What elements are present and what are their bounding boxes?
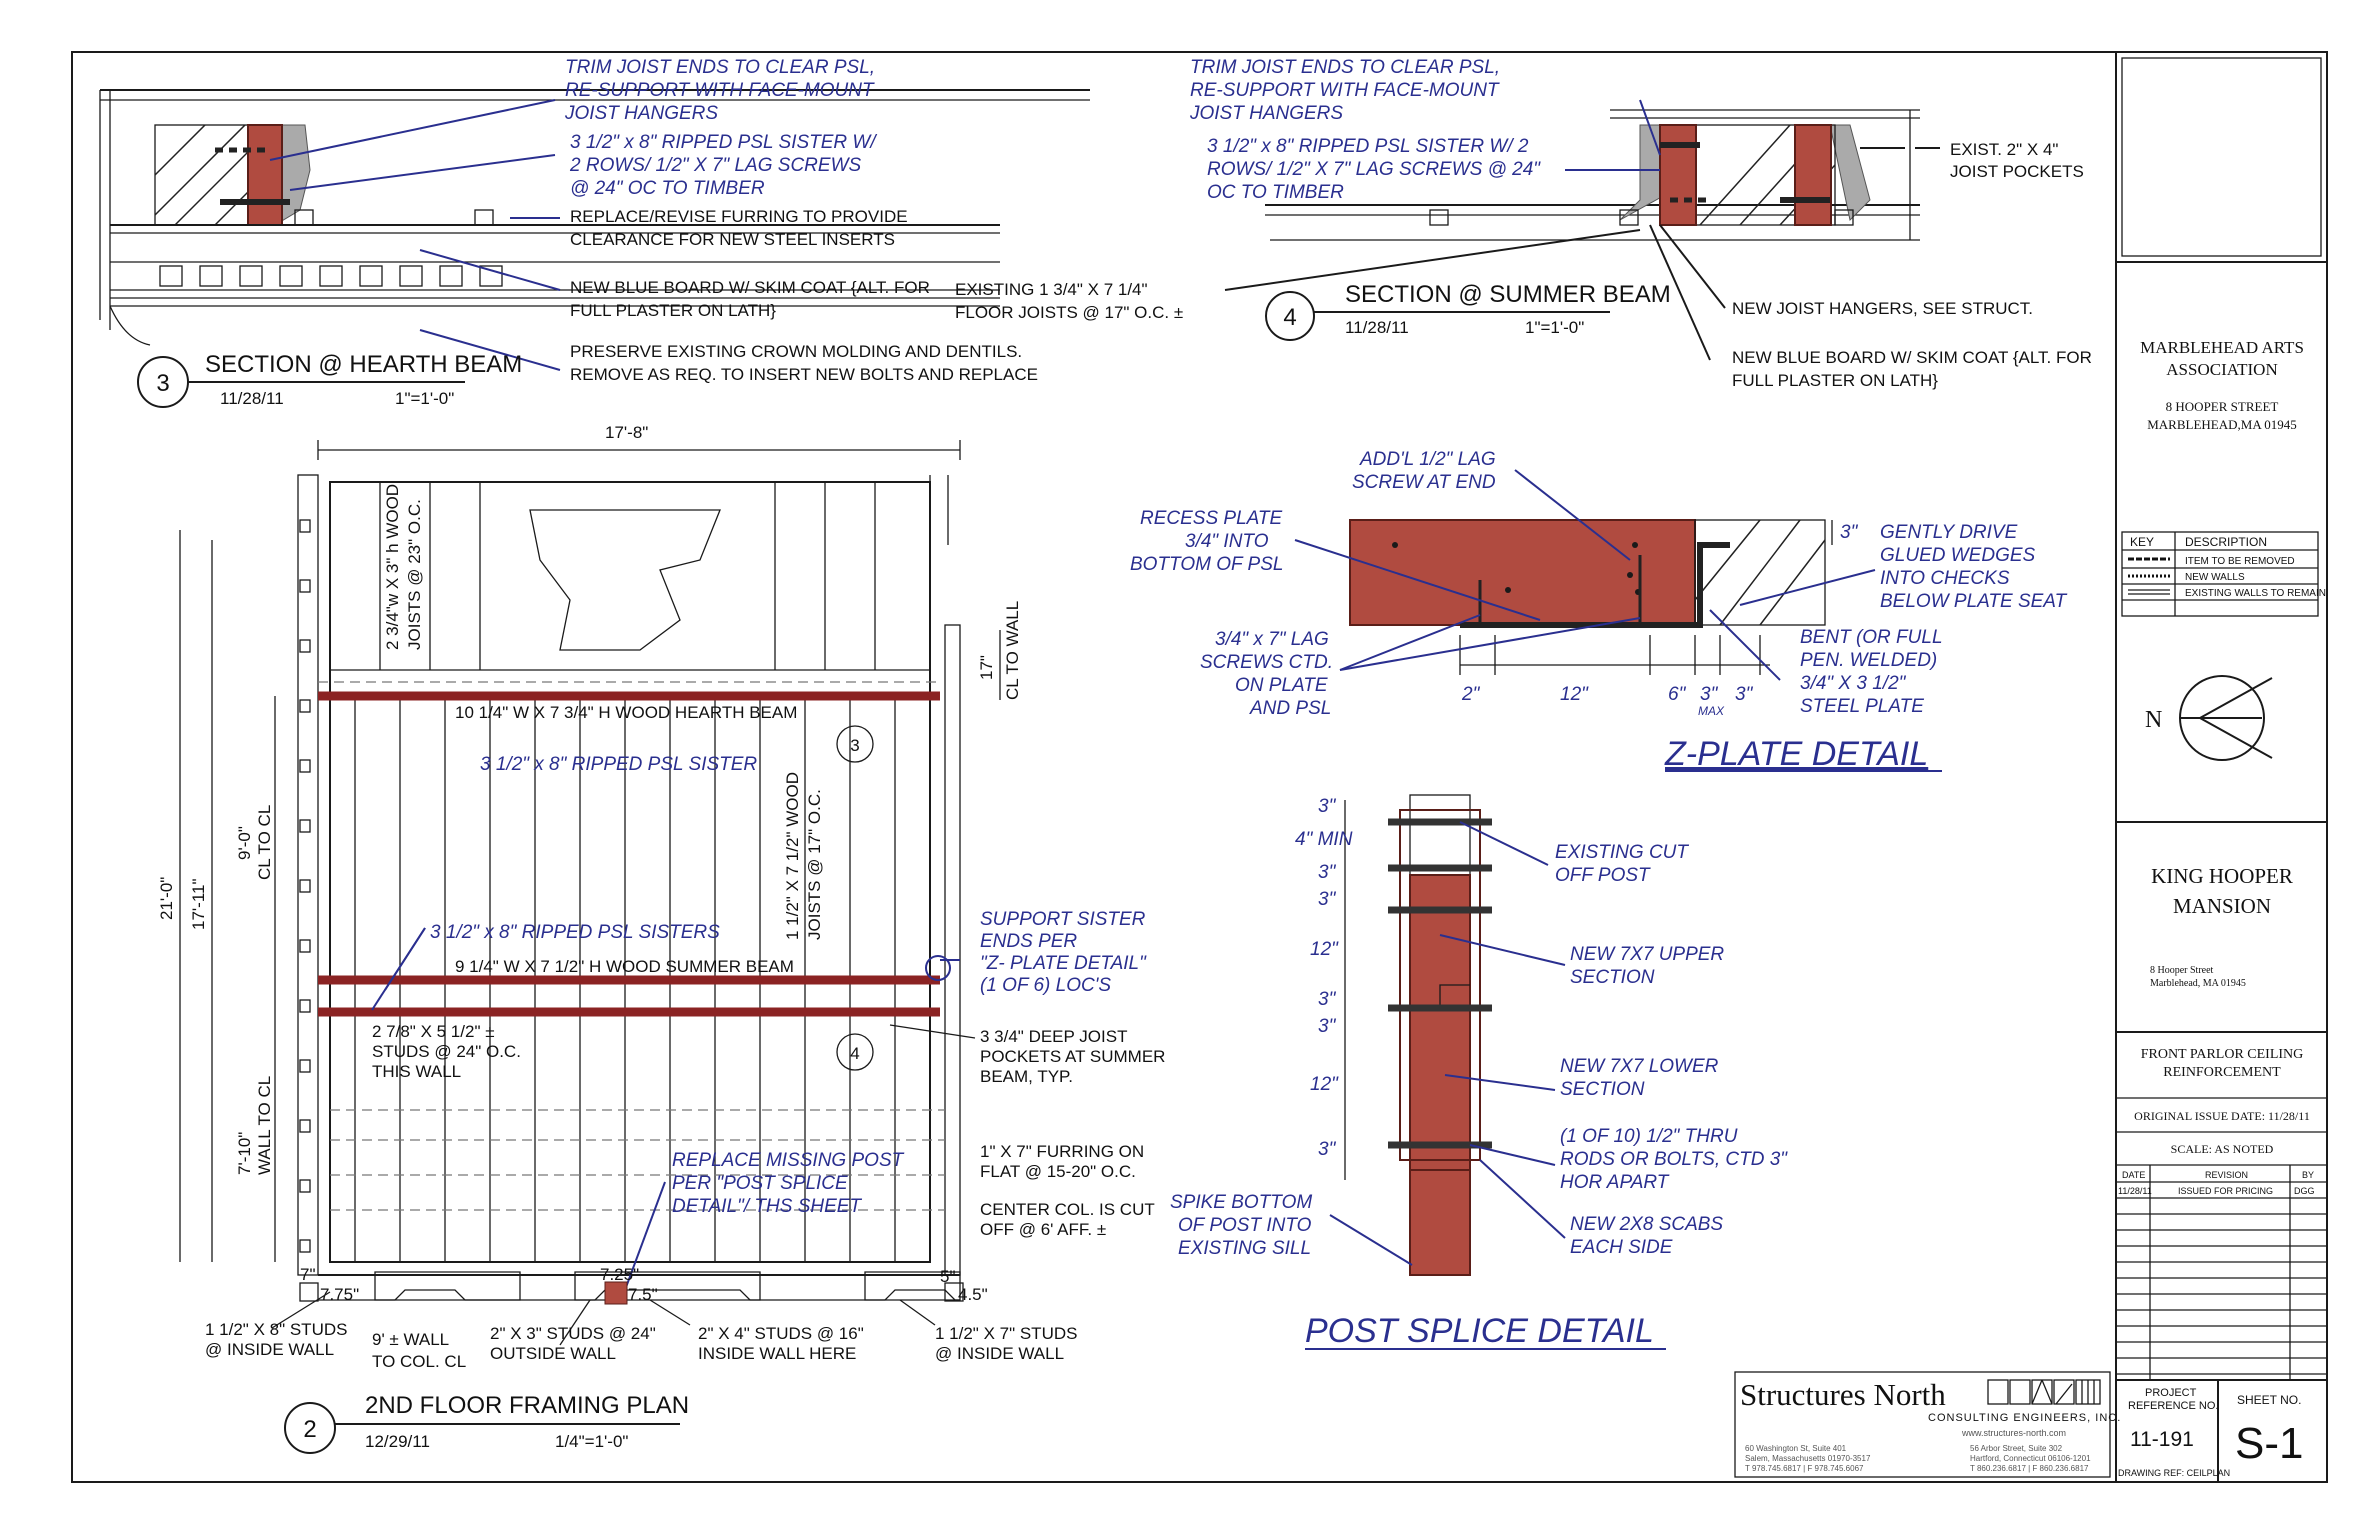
drawing-ref: DRAWING REF: CEILPLAN — [2118, 1468, 2231, 1478]
rev-by-head: BY — [2302, 1170, 2315, 1180]
s4-sister-3: OC TO TIMBER — [1207, 182, 1344, 203]
zp-lag-4: AND PSL — [1250, 698, 1332, 719]
plan-studs-right-2: @ INSIDE WALL — [935, 1344, 1065, 1363]
s3-sister-3: @ 24" OC TO TIMBER — [570, 178, 765, 199]
plan-studs-inside-2: @ INSIDE WALL — [205, 1340, 335, 1359]
firm-addr1-3: T 978.745.6817 | F 978.745.6067 — [1745, 1464, 1864, 1473]
plan-dim-75: 7.5" — [628, 1285, 658, 1304]
ps-scabs-2: EACH SIDE — [1570, 1237, 1673, 1258]
s3-sister-1: 3 1/2" x 8" RIPPED PSL SISTER W/ — [570, 132, 876, 153]
ps-spike-2: OF POST INTO — [1178, 1215, 1312, 1236]
plan-support-2: ENDS PER — [980, 931, 1078, 952]
s4-date: 11/28/11 — [1345, 318, 1409, 337]
psl-sister-section4-left — [1660, 125, 1696, 225]
client-name-2: ASSOCIATION — [2166, 360, 2278, 379]
ps-dim-5: 3" — [1318, 989, 1336, 1010]
plan-studs-inside-1: 1 1/2" X 8" STUDS — [205, 1320, 348, 1339]
s3-board-1: NEW BLUE BOARD W/ SKIM COAT {ALT. FOR — [570, 278, 930, 297]
zp-title: Z-PLATE DETAIL — [1665, 735, 1929, 773]
firm-addr1-2: Salem, Massachusetts 01970-3517 — [1745, 1454, 1871, 1463]
rev-date-head: DATE — [2122, 1170, 2146, 1180]
plan-joists-top-1: 2 3/4"w X 3" h WOOD — [383, 483, 402, 650]
plan-joists-mid-2: JOISTS @ 17" O.C. — [805, 789, 824, 940]
s4-note-1: TRIM JOIST ENDS TO CLEAR PSL, — [1190, 57, 1501, 78]
zp-recess-3: BOTTOM OF PSL — [1130, 554, 1284, 575]
ps-upper-2: SECTION — [1570, 967, 1655, 988]
s3-sister-2: 2 ROWS/ 1/2" X 7" LAG SCREWS — [570, 155, 862, 176]
zp-bent-4: STEEL PLATE — [1800, 696, 1924, 717]
ps-dim-0: 3" — [1318, 796, 1336, 817]
firm-addr2-3: T 860.236.6817 | F 860.236.6817 — [1970, 1464, 2089, 1473]
s4-pockets-2: JOIST POCKETS — [1950, 162, 2084, 181]
legend-existing: EXISTING WALLS TO REMAIN — [2185, 588, 2326, 599]
ps-dim-8: 3" — [1318, 1139, 1336, 1160]
ps-dim-1: 4" MIN — [1295, 829, 1353, 850]
s3-scale: 1"=1'-0" — [395, 389, 455, 408]
plan-support-4: (1 OF 6) LOC'S — [980, 975, 1112, 996]
sheet-title-2: REINFORCEMENT — [2163, 1065, 2281, 1080]
plan-callout-4: 4 — [850, 1044, 860, 1063]
zp-lag-2: SCREWS CTD. — [1200, 652, 1333, 673]
s4-sister-2: ROWS/ 1/2" X 7" LAG SCREWS @ 24" — [1207, 159, 1541, 180]
project-addr-1: 8 Hooper Street — [2150, 965, 2214, 976]
s4-scale: 1"=1'-0" — [1525, 318, 1585, 337]
ps-lower-2: SECTION — [1560, 1079, 1645, 1100]
plan-dim-775: 7.75" — [320, 1285, 360, 1304]
revision-table — [2116, 1165, 2327, 1380]
ps-title: POST SPLICE DETAIL — [1305, 1312, 1654, 1350]
ps-lower-1: NEW 7X7 LOWER — [1560, 1056, 1719, 1077]
zp-dim-3b: 3" — [1735, 684, 1753, 705]
plan-hearth-beam: 10 1/4" W X 7 3/4" H WOOD HEARTH BEAM — [455, 703, 798, 722]
proj-ref-label-2: REFERENCE NO. — [2128, 1400, 2219, 1412]
plan-joists-top-2: JOISTS @ 23" O.C. — [405, 499, 424, 650]
sheet-number: S-1 — [2235, 1419, 2304, 1468]
post-lower-section — [1410, 875, 1470, 1170]
legend-desc-head: DESCRIPTION — [2185, 535, 2268, 549]
plan-summer-beam: 9 1/4" W X 7 1/2" H WOOD SUMMER BEAM — [455, 957, 794, 976]
ps-dim-2: 3" — [1318, 862, 1336, 883]
client-addr-1: 8 HOOPER STREET — [2165, 399, 2279, 414]
plan-dim-17: 17" — [977, 655, 996, 680]
rev-revision-head: REVISION — [2205, 1170, 2249, 1180]
zp-dim-12: 12" — [1560, 684, 1588, 705]
zp-screw-2: SCREW AT END — [1352, 472, 1496, 493]
zp-max: MAX — [1698, 704, 1725, 718]
s4-pockets-1: EXIST. 2" X 4" — [1950, 140, 2059, 159]
ps-dim-6: 3" — [1318, 1016, 1336, 1037]
zp-dim-3a: 3" — [1700, 684, 1718, 705]
proj-ref-label-1: PROJECT — [2145, 1387, 2197, 1399]
z-plate-psl — [1350, 520, 1695, 625]
firm-name: Structures North — [1740, 1377, 1946, 1412]
s4-hangers: NEW JOIST HANGERS, SEE STRUCT. — [1732, 299, 2034, 318]
plan-studs-wall-3: THIS WALL — [372, 1062, 462, 1081]
plan-support-3: "Z- PLATE DETAIL" — [980, 953, 1146, 974]
zp-recess-2: 3/4" INTO — [1185, 531, 1269, 552]
s4-board-1: NEW BLUE BOARD W/ SKIM COAT {ALT. FOR — [1732, 348, 2092, 367]
ps-dim-4: 12" — [1310, 939, 1338, 960]
s3-furring-1: REPLACE/REVISE FURRING TO PROVIDE — [570, 207, 908, 226]
ps-upper-1: NEW 7X7 UPPER — [1570, 944, 1725, 965]
plan-furring-2: FLAT @ 15-20" O.C. — [980, 1162, 1136, 1181]
plan-dim-7-10: 7'-10" — [235, 1131, 254, 1175]
zp-lag-3: ON PLATE — [1235, 675, 1328, 696]
section-summer-beam — [955, 57, 2092, 390]
zp-wedges-1: GENTLY DRIVE — [1880, 522, 2018, 543]
s3-date: 11/28/11 — [220, 389, 284, 408]
plan-title: 2ND FLOOR FRAMING PLAN — [365, 1392, 690, 1419]
plan-pockets-1: 3 3/4" DEEP JOIST — [980, 1027, 1128, 1046]
ps-dim-3: 3" — [1318, 889, 1336, 910]
plan-width-dim: 17'-8" — [605, 423, 649, 442]
plan-overall-dim: 21'-0" — [157, 876, 176, 920]
firm-web: www.structures-north.com — [1962, 1428, 2067, 1438]
ps-cut-1: EXISTING CUT — [1555, 842, 1689, 863]
plan-studs-outside-1: 2" X 3" STUDS @ 24" — [490, 1324, 656, 1343]
zp-bent-1: BENT (OR FULL — [1800, 627, 1943, 648]
north-label: N — [2145, 707, 2163, 733]
s4-existing-2: FLOOR JOISTS @ 17" O.C. ± — [955, 303, 1184, 322]
plan-studs-wall-1: 2 7/8" X 5 1/2" ± — [372, 1022, 495, 1041]
title-block — [2116, 58, 2327, 1482]
psl-sister-section4-right — [1795, 125, 1831, 225]
client-addr-2: MARBLEHEAD,MA 01945 — [2147, 417, 2297, 432]
plan-replace-2: PER "POST SPLICE — [672, 1173, 848, 1194]
legend-removed: ITEM TO BE REMOVED — [2185, 556, 2295, 567]
s3-note-1: TRIM JOIST ENDS TO CLEAR PSL, — [565, 57, 876, 78]
plan-scale: 1/4"=1'-0" — [555, 1432, 629, 1451]
firm-logo-mark — [1988, 1380, 2100, 1404]
zp-lag-1: 3/4" x 7" LAG — [1215, 629, 1329, 650]
client-name-1: MARBLEHEAD ARTS — [2140, 338, 2304, 357]
project-addr-2: Marblehead, MA 01945 — [2150, 978, 2246, 989]
framing-plan — [157, 423, 1165, 1453]
zp-recess-1: RECESS PLATE — [1140, 508, 1283, 529]
s4-note-2: RE-SUPPORT WITH FACE-MOUNT — [1190, 80, 1499, 101]
plan-studs-wall-2: STUDS @ 24" O.C. — [372, 1042, 521, 1061]
project-name-1: KING HOOPER — [2151, 864, 2293, 888]
title-block-frame — [2116, 52, 2327, 1482]
legend-new-walls: NEW WALLS — [2185, 572, 2245, 583]
plan-studs-outside-2: OUTSIDE WALL — [490, 1344, 616, 1363]
rev-row-by: DGG — [2294, 1186, 2315, 1196]
plan-dim-45: 4.5" — [958, 1285, 988, 1304]
plan-pockets-2: POCKETS AT SUMMER — [980, 1047, 1166, 1066]
issue-date: ORIGINAL ISSUE DATE: 11/28/11 — [2134, 1109, 2310, 1123]
firm-addr1-1: 60 Washington St, Suite 401 — [1745, 1444, 1847, 1453]
sheet-no-label: SHEET NO. — [2237, 1393, 2302, 1407]
north-arrow-icon — [2180, 676, 2272, 760]
proj-ref-number: 11-191 — [2130, 1428, 2194, 1451]
ps-scabs-1: NEW 2X8 SCABS — [1570, 1214, 1724, 1235]
s3-crown-1: PRESERVE EXISTING CROWN MOLDING AND DENTILS. — [570, 342, 1023, 361]
s3-number: 3 — [156, 370, 170, 397]
ps-cut-2: OFF POST — [1555, 865, 1650, 886]
plan-dim-5: 5" — [940, 1267, 956, 1286]
s3-furring-2: CLEARANCE FOR NEW STEEL INSERTS — [570, 230, 895, 249]
plan-furring-1: 1" X 7" FURRING ON — [980, 1142, 1145, 1161]
plan-dim-725: 7.25" — [600, 1265, 640, 1284]
plan-dim-9-0-ref: CL TO CL — [255, 804, 274, 880]
plan-callout-3: 3 — [850, 736, 860, 755]
firm-logo-block — [1735, 1372, 2121, 1477]
scale-note: SCALE: AS NOTED — [2170, 1142, 2274, 1156]
project-name-2: MANSION — [2172, 894, 2272, 918]
s4-title: SECTION @ SUMMER BEAM — [1345, 281, 1671, 308]
ps-spike-3: EXISTING SILL — [1178, 1238, 1312, 1259]
ps-rods-2: RODS OR BOLTS, CTD 3" — [1560, 1149, 1788, 1170]
s4-existing-1: EXISTING 1 3/4" X 7 1/4" — [955, 280, 1148, 299]
s3-crown-2: REMOVE AS REQ. TO INSERT NEW BOLTS AND REPLACE — [570, 365, 1038, 384]
ps-rods-1: (1 OF 10) 1/2" THRU — [1560, 1126, 1738, 1147]
ps-dim-7: 12" — [1310, 1074, 1338, 1095]
plan-cl-to-wall: CL TO WALL — [1003, 600, 1022, 700]
rev-row-date: 11/28/11 — [2118, 1186, 2152, 1196]
s3-note-3: JOIST HANGERS — [565, 103, 719, 124]
plan-wall-col-1: 9' ± WALL — [372, 1330, 450, 1349]
plan-sister-1: 3 1/2" x 8" RIPPED PSL SISTER — [480, 754, 758, 775]
ps-rods-3: HOR APART — [1560, 1172, 1669, 1193]
plan-replace-1: REPLACE MISSING POST — [672, 1150, 904, 1171]
psl-sister-section3 — [248, 125, 282, 225]
zp-dim-2: 2" — [1462, 684, 1480, 705]
plan-dim-17-11: 17'-11" — [189, 878, 208, 930]
plan-support-1: SUPPORT SISTER — [980, 909, 1146, 930]
plan-center-2: OFF @ 6' AFF. ± — [980, 1220, 1107, 1239]
zp-wedges-4: BELOW PLATE SEAT — [1880, 591, 2067, 612]
ps-spike-1: SPIKE BOTTOM — [1170, 1192, 1313, 1213]
zp-screw-1: ADD'L 1/2" LAG — [1360, 449, 1496, 470]
s3-note-2: RE-SUPPORT WITH FACE-MOUNT — [565, 80, 874, 101]
plan-dim-9-0: 9'-0" — [235, 826, 254, 860]
post-splice-detail — [1170, 795, 1788, 1350]
zp-wedges-2: GLUED WEDGES — [1880, 545, 2036, 566]
s4-sister-1: 3 1/2" x 8" RIPPED PSL SISTER W/ 2 — [1207, 136, 1529, 157]
z-plate-detail — [1130, 449, 2068, 773]
plan-number: 2 — [303, 1416, 317, 1443]
zp-dim-6: 6" — [1668, 684, 1686, 705]
plan-replace-3: DETAIL"/ THS SHEET — [672, 1196, 862, 1217]
firm-sub: CONSULTING ENGINEERS, INC. — [1928, 1412, 2122, 1424]
plan-joists-mid-1: 1 1/2" X 7 1/2" WOOD — [783, 772, 802, 940]
s3-title: SECTION @ HEARTH BEAM — [205, 351, 523, 378]
rev-row-desc: ISSUED FOR PRICING — [2178, 1186, 2274, 1196]
section-hearth-beam — [100, 57, 1090, 408]
s4-board-2: FULL PLASTER ON LATH} — [1732, 371, 1938, 390]
zp-bent-3: 3/4" X 3 1/2" — [1800, 673, 1906, 694]
zp-wedges-3: INTO CHECKS — [1880, 568, 2010, 589]
plan-studs-here-2: INSIDE WALL HERE — [698, 1344, 857, 1363]
plan-wall-col-2: TO COL. CL — [372, 1352, 467, 1371]
plan-studs-here-1: 2" X 4" STUDS @ 16" — [698, 1324, 864, 1343]
firm-addr2-1: 56 Arbor Street, Suite 302 — [1970, 1444, 2063, 1453]
zp-bent-2: PEN. WELDED) — [1800, 650, 1938, 671]
s4-note-3: JOIST HANGERS — [1190, 103, 1344, 124]
plan-pockets-3: BEAM, TYP. — [980, 1067, 1073, 1086]
plan-sister-2: 3 1/2" x 8" RIPPED PSL SISTERS — [430, 922, 720, 943]
plan-dim-7: 7" — [300, 1265, 316, 1284]
zp-dim-3: 3" — [1840, 522, 1858, 543]
sheet-title-1: FRONT PARLOR CEILING — [2140, 1047, 2304, 1062]
plan-studs-right-1: 1 1/2" X 7" STUDS — [935, 1324, 1078, 1343]
plan-dim-7-10-ref: WALL TO CL — [255, 1075, 274, 1175]
firm-addr2-2: Hartford, Connecticut 06106-1201 — [1970, 1454, 2091, 1463]
s3-board-2: FULL PLASTER ON LATH} — [570, 301, 776, 320]
legend-key-head: KEY — [2130, 535, 2155, 549]
missing-post — [605, 1282, 627, 1304]
plan-center-1: CENTER COL. IS CUT — [980, 1200, 1155, 1219]
s4-number: 4 — [1283, 304, 1297, 331]
plan-date: 12/29/11 — [365, 1432, 430, 1451]
